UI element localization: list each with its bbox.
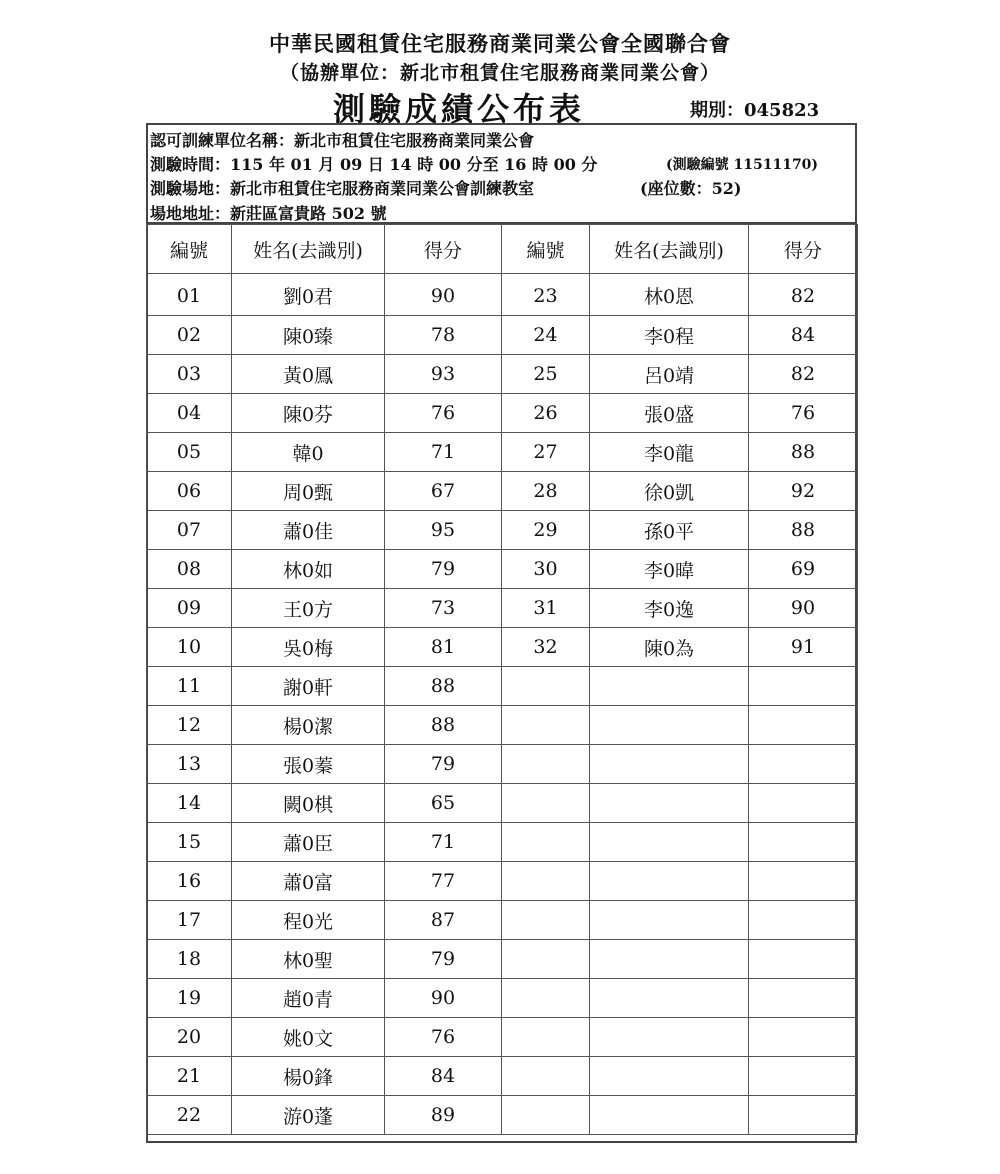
- exam-info-box: [148, 125, 855, 224]
- cell-score: 89: [385, 1096, 502, 1135]
- cell-number-2: [502, 823, 590, 862]
- cell-score-2: 90: [749, 589, 858, 628]
- cell-name-2: [590, 784, 749, 823]
- cell-name-2: [590, 901, 749, 940]
- cell-name: 謝0軒: [232, 667, 385, 706]
- table-row: [147, 550, 858, 589]
- table-row: [147, 274, 858, 316]
- score-table: [146, 224, 858, 1135]
- table-row: [147, 823, 858, 862]
- cell-name: 王0方: [232, 589, 385, 628]
- cell-score-2: [749, 901, 858, 940]
- training-unit: 認可訓練單位名稱：新北市租賃住宅服務商業同業公會: [150, 131, 535, 150]
- cell-number: 10: [147, 628, 232, 667]
- cell-name: 蕭0佳: [232, 511, 385, 550]
- cell-number-2: [502, 901, 590, 940]
- cell-score-2: 84: [749, 316, 858, 355]
- cell-score-2: [749, 823, 858, 862]
- cell-score-2: 88: [749, 511, 858, 550]
- column-header-score: 得分: [385, 225, 502, 274]
- cell-score: 79: [385, 745, 502, 784]
- cell-number: 22: [147, 1096, 232, 1135]
- cell-score: 81: [385, 628, 502, 667]
- cell-score-2: [749, 784, 858, 823]
- cell-name-2: [590, 1096, 749, 1135]
- cell-name-2: [590, 1057, 749, 1096]
- cell-score-2: [749, 745, 858, 784]
- cell-name: 吳0梅: [232, 628, 385, 667]
- cell-number: 16: [147, 862, 232, 901]
- cell-number: 08: [147, 550, 232, 589]
- cell-name: 陳0臻: [232, 316, 385, 355]
- cell-number-2: [502, 706, 590, 745]
- cell-name-2: [590, 862, 749, 901]
- cell-score-2: 92: [749, 472, 858, 511]
- score-sheet: [146, 123, 857, 1143]
- table-row: [147, 1018, 858, 1057]
- cell-score: 71: [385, 433, 502, 472]
- table-row: [147, 784, 858, 823]
- table-row: [147, 667, 858, 706]
- cell-score-2: [749, 1057, 858, 1096]
- cell-name: 陳0芬: [232, 394, 385, 433]
- cell-number: 17: [147, 901, 232, 940]
- cell-score-2: 82: [749, 274, 858, 316]
- cell-name-2: 張0盛: [590, 394, 749, 433]
- cell-name: 黃0鳳: [232, 355, 385, 394]
- cell-score: 67: [385, 472, 502, 511]
- cell-number-2: 27: [502, 433, 590, 472]
- cell-name: 蕭0富: [232, 862, 385, 901]
- cell-number-2: [502, 979, 590, 1018]
- table-row: [147, 1057, 858, 1096]
- cell-number: 21: [147, 1057, 232, 1096]
- table-row: [147, 862, 858, 901]
- column-header-name: 姓名(去識別): [232, 225, 385, 274]
- cell-number-2: 26: [502, 394, 590, 433]
- cell-score-2: [749, 979, 858, 1018]
- cell-score-2: [749, 1096, 858, 1135]
- cell-number: 02: [147, 316, 232, 355]
- cell-score-2: 82: [749, 355, 858, 394]
- score-table-body: [147, 274, 858, 1135]
- cell-score: 73: [385, 589, 502, 628]
- document-title: 測驗成績公布表: [333, 90, 586, 128]
- cell-score: 79: [385, 550, 502, 589]
- cell-name: 游0蓬: [232, 1096, 385, 1135]
- table-row: [147, 355, 858, 394]
- table-row: [147, 901, 858, 940]
- cell-number: 07: [147, 511, 232, 550]
- table-row: [147, 1096, 858, 1135]
- cell-score-2: [749, 667, 858, 706]
- cell-number: 11: [147, 667, 232, 706]
- cell-score-2: 88: [749, 433, 858, 472]
- cell-number: 09: [147, 589, 232, 628]
- cell-name-2: 呂0靖: [590, 355, 749, 394]
- exam-code: (測驗編號 11511170): [666, 157, 819, 173]
- cell-name: 程0光: [232, 901, 385, 940]
- period: [690, 96, 819, 122]
- cell-number: 01: [147, 274, 232, 316]
- cell-name-2: 李0程: [590, 316, 749, 355]
- cell-number-2: 32: [502, 628, 590, 667]
- cell-number-2: 23: [502, 274, 590, 316]
- cell-name-2: [590, 1018, 749, 1057]
- cell-number: 15: [147, 823, 232, 862]
- cell-number-2: [502, 1057, 590, 1096]
- cell-number-2: [502, 667, 590, 706]
- table-row: [147, 433, 858, 472]
- cell-score: 84: [385, 1057, 502, 1096]
- cell-name: 張0蓁: [232, 745, 385, 784]
- cell-name: 劉0君: [232, 274, 385, 316]
- period-value: 045823: [744, 100, 820, 121]
- cell-score: 76: [385, 394, 502, 433]
- cell-score: 71: [385, 823, 502, 862]
- cell-name-2: [590, 745, 749, 784]
- cell-name-2: [590, 940, 749, 979]
- cell-number: 13: [147, 745, 232, 784]
- cell-score: 65: [385, 784, 502, 823]
- column-header-number: 編號: [147, 225, 232, 274]
- cell-name-2: [590, 823, 749, 862]
- table-row: [147, 472, 858, 511]
- cell-name-2: 孫0平: [590, 511, 749, 550]
- cell-score-2: 91: [749, 628, 858, 667]
- cell-score: 87: [385, 901, 502, 940]
- column-header-name-2: 姓名(去識別): [590, 225, 749, 274]
- table-row: [147, 628, 858, 667]
- cell-name: 蕭0臣: [232, 823, 385, 862]
- cell-number-2: 28: [502, 472, 590, 511]
- cell-number-2: 31: [502, 589, 590, 628]
- cell-name: 闕0棋: [232, 784, 385, 823]
- column-header-score-2: 得分: [749, 225, 858, 274]
- cell-number: 12: [147, 706, 232, 745]
- venue-address: 場地地址：新莊區富貴路 502 號: [150, 204, 387, 223]
- cell-score-2: 76: [749, 394, 858, 433]
- table-row: [147, 979, 858, 1018]
- exam-venue: 測驗場地：新北市租賃住宅服務商業同業公會訓練教室: [150, 179, 535, 198]
- cell-number-2: 29: [502, 511, 590, 550]
- cell-score-2: 69: [749, 550, 858, 589]
- cell-number-2: [502, 940, 590, 979]
- cell-score: 90: [385, 274, 502, 316]
- cell-number-2: [502, 862, 590, 901]
- cell-name-2: 陳0為: [590, 628, 749, 667]
- table-row: [147, 394, 858, 433]
- cell-score: 88: [385, 706, 502, 745]
- cell-score: 93: [385, 355, 502, 394]
- cell-number-2: [502, 784, 590, 823]
- cell-name: 林0如: [232, 550, 385, 589]
- cell-score-2: [749, 940, 858, 979]
- period-label: 期別：: [690, 100, 744, 121]
- cell-number-2: [502, 745, 590, 784]
- cell-score-2: [749, 862, 858, 901]
- cell-number: 18: [147, 940, 232, 979]
- cell-name: 林0聖: [232, 940, 385, 979]
- cell-number: 14: [147, 784, 232, 823]
- cell-name-2: 林0恩: [590, 274, 749, 316]
- column-header-number-2: 編號: [502, 225, 590, 274]
- cell-number-2: [502, 1096, 590, 1135]
- cell-name-2: 李0龍: [590, 433, 749, 472]
- cell-name-2: [590, 667, 749, 706]
- cell-score: 76: [385, 1018, 502, 1057]
- cell-number-2: 30: [502, 550, 590, 589]
- cell-score-2: [749, 706, 858, 745]
- cell-number: 19: [147, 979, 232, 1018]
- cell-number: 20: [147, 1018, 232, 1057]
- exam-time: 測驗時間：115 年 01 月 09 日 14 時 00 分至 16 時 00 分: [150, 155, 598, 174]
- cell-name-2: 徐0凱: [590, 472, 749, 511]
- cell-name: 趙0青: [232, 979, 385, 1018]
- cell-number-2: 25: [502, 355, 590, 394]
- table-row: [147, 316, 858, 355]
- cell-name-2: [590, 979, 749, 1018]
- table-row: [147, 745, 858, 784]
- co-organizer-line: （協辦單位：新北市租賃住宅服務商業同業公會）: [279, 62, 720, 84]
- table-row: [147, 940, 858, 979]
- cell-score-2: [749, 1018, 858, 1057]
- cell-name-2: [590, 706, 749, 745]
- cell-name: 姚0文: [232, 1018, 385, 1057]
- cell-number: 03: [147, 355, 232, 394]
- cell-score: 77: [385, 862, 502, 901]
- cell-number: 06: [147, 472, 232, 511]
- cell-number-2: 24: [502, 316, 590, 355]
- cell-name: 楊0鋒: [232, 1057, 385, 1096]
- cell-name: 楊0潔: [232, 706, 385, 745]
- table-row: [147, 511, 858, 550]
- cell-number: 05: [147, 433, 232, 472]
- cell-name-2: 李0暐: [590, 550, 749, 589]
- cell-score: 79: [385, 940, 502, 979]
- organization-title: 中華民國租賃住宅服務商業同業公會全國聯合會: [269, 31, 731, 56]
- table-header-row: [147, 225, 858, 274]
- cell-number: 04: [147, 394, 232, 433]
- cell-name: 周0甄: [232, 472, 385, 511]
- table-row: [147, 589, 858, 628]
- cell-score: 95: [385, 511, 502, 550]
- cell-score: 90: [385, 979, 502, 1018]
- cell-number-2: [502, 1018, 590, 1057]
- cell-name-2: 李0逸: [590, 589, 749, 628]
- cell-score: 88: [385, 667, 502, 706]
- cell-name: 韓0: [232, 433, 385, 472]
- table-row: [147, 706, 858, 745]
- seat-count: (座位數：52): [640, 179, 742, 198]
- cell-score: 78: [385, 316, 502, 355]
